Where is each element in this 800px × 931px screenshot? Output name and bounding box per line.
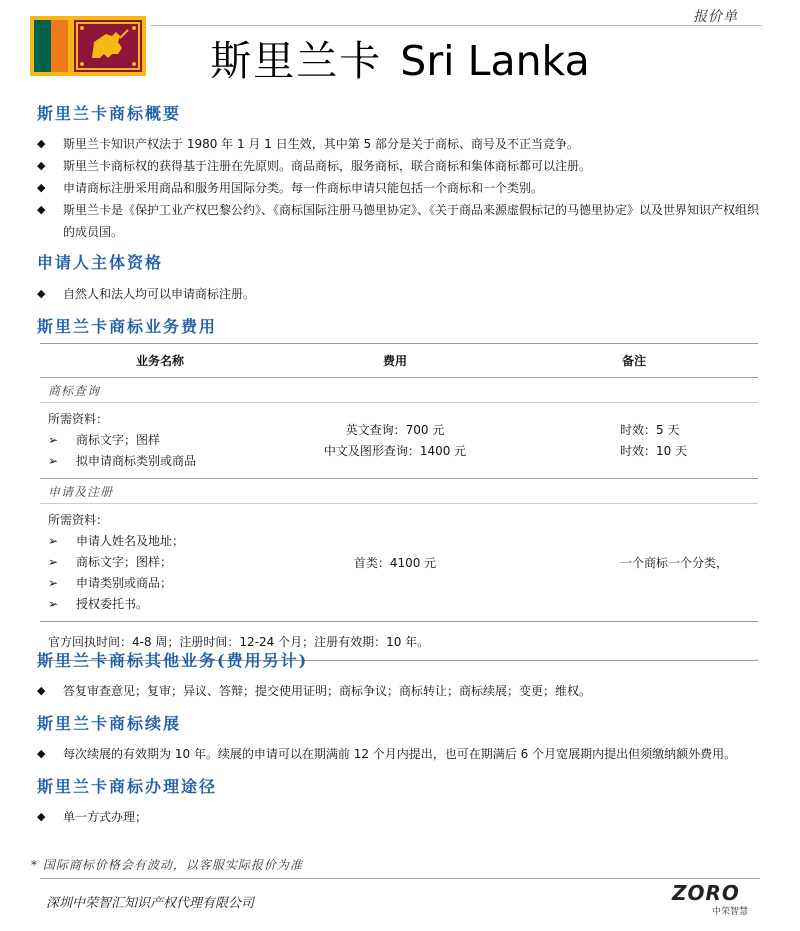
diamond-bullet-icon: ◆ — [37, 203, 46, 216]
title-cn: 斯里兰卡 — [210, 37, 383, 85]
req-item: 商标文字；图样 — [76, 433, 161, 447]
list-item: ◆ 斯里兰卡商标权的获得基于注册在先原则。商品商标，服务商标，联合商标和集体商标都可以注册。 — [37, 155, 760, 177]
header-service: 业务名称 — [40, 344, 280, 378]
req-item: 商标文字；图样； — [76, 555, 173, 569]
logo-mark: ZORO — [672, 881, 740, 905]
quote-label: 报价单 — [693, 9, 738, 25]
company-name: 深圳中荣智汇知识产权代理有限公司 — [46, 896, 255, 911]
zoro-logo — [672, 882, 756, 916]
arrow-bullet-icon: ➢ — [48, 597, 59, 611]
footer-rule — [40, 878, 760, 879]
section-title-eligibility: 申请人主体资格 — [37, 253, 164, 272]
req-item: 拟申请商标类别或商品 — [76, 454, 197, 468]
header-fee: 费用 — [280, 344, 510, 378]
list-item: ◆ 答复审查意见；复审；异议、答辩；提交使用证明；商标争议；商标转让；商标续展；变更；维权。 — [37, 680, 760, 702]
note-value: 时效：10 天 — [620, 443, 688, 458]
req-label: 所需资料： — [48, 412, 109, 426]
note-value: 一个商标一个分类， — [510, 504, 758, 622]
arrow-bullet-icon: ➢ — [48, 433, 59, 447]
section-title-other: 斯里兰卡商标其他业务(费用另计) — [37, 651, 309, 670]
fee-value: 英文查询：700 元 — [345, 422, 445, 437]
list-item: ◆ 斯里兰卡是《保护工业产权巴黎公约》、《商标国际注册马德里协定》、《关于商品来源虚假标记的马德里协定》以及世界知识产权组织的成员国。 — [37, 199, 760, 243]
price-disclaimer: * 国际商标价格会有波动，以客服实际报价为准 — [31, 858, 303, 872]
title-en: Sri Lanka — [400, 37, 590, 85]
fee-value: 中文及图形查询：1400 元 — [323, 443, 467, 458]
section-title-fees: 斯里兰卡商标业务费用 — [37, 317, 218, 336]
logo-subtext: 中荣智慧 — [711, 907, 748, 917]
list-item: ◆ 申请商标注册采用商品和服务用国际分类。每一件商标申请只能包括一个商标和一个类别。 — [37, 177, 760, 199]
req-item: 申请类别或商品； — [76, 576, 173, 590]
section-title-channel: 斯里兰卡商标办理途径 — [37, 777, 218, 796]
diamond-bullet-icon: ◆ — [37, 181, 46, 194]
diamond-bullet-icon: ◆ — [37, 287, 46, 300]
header-note: 备注 — [510, 344, 758, 378]
table-header-row — [40, 344, 758, 378]
diamond-bullet-icon: ◆ — [37, 159, 46, 172]
req-item: 申请人姓名及地址； — [76, 534, 185, 548]
section-title-renewal: 斯里兰卡商标续展 — [37, 714, 182, 733]
table-row — [40, 504, 758, 622]
page-title — [0, 28, 800, 87]
list-item: ◆ 每次续展的有效期为 10 年。续展的申请可以在期满前 12 个月内提出，也可在期满后 6 个月宽展期内提出但须缴纳额外费用。 — [37, 743, 760, 765]
note-value: 时效：5 天 — [620, 422, 680, 437]
list-item: ◆ 斯里兰卡知识产权法于 1980 年 1 月 1 日生效，其中第 5 部分是关于商标、商号及不正当竞争。 — [37, 133, 760, 155]
diamond-bullet-icon: ◆ — [37, 810, 46, 823]
list-item: ◆ 自然人和法人均可以申请商标注册。 — [37, 283, 760, 305]
arrow-bullet-icon: ➢ — [48, 534, 59, 548]
category-registration: 申请及注册 — [40, 479, 758, 504]
req-label: 所需资料： — [48, 513, 109, 527]
req-item: 授权委托书。 — [76, 597, 149, 611]
arrow-bullet-icon: ➢ — [48, 555, 59, 569]
list-item: ◆ 单一方式办理； — [37, 806, 760, 828]
fee-value: 首类：4100 元 — [280, 504, 510, 622]
category-search: 商标查询 — [40, 378, 758, 403]
section-title-overview: 斯里兰卡商标概要 — [37, 104, 182, 123]
fee-table — [40, 343, 758, 661]
timeline-text: 官方回执时间：4-8 周；注册时间：12-24 个月；注册有效期：10 年。 — [40, 622, 758, 661]
arrow-bullet-icon: ➢ — [48, 576, 59, 590]
diamond-bullet-icon: ◆ — [37, 137, 46, 150]
diamond-bullet-icon: ◆ — [37, 747, 46, 760]
header-rule — [150, 25, 762, 26]
diamond-bullet-icon: ◆ — [37, 684, 46, 697]
table-row — [40, 403, 758, 479]
arrow-bullet-icon: ➢ — [48, 454, 59, 468]
